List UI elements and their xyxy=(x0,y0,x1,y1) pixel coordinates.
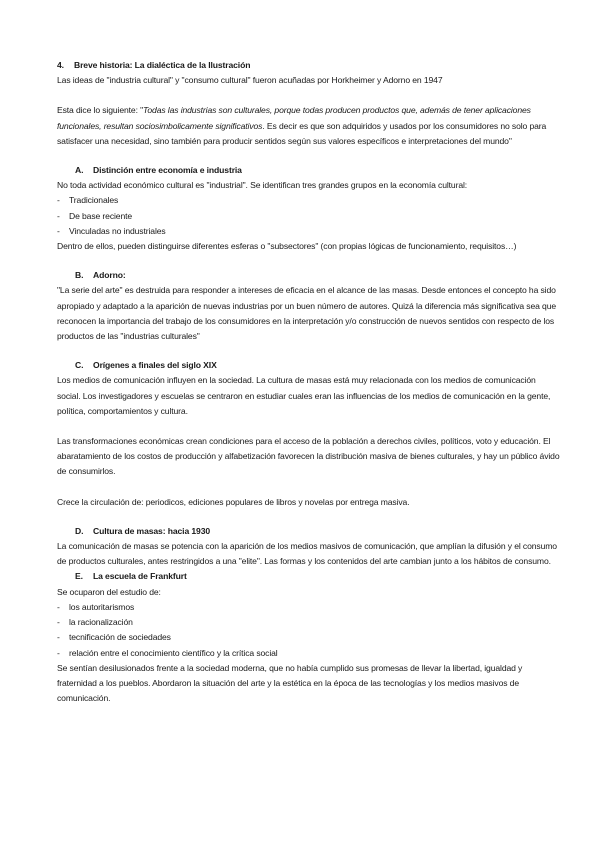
heading-e-letter: E. xyxy=(75,571,83,582)
heading-b-text: Adorno: xyxy=(93,270,126,281)
section-c-p2: Las transformaciones económicas crean condiciones para el acceso de la población a derechos civiles, políticos, voto y educación. El abaratamiento de los costos de producción y alfabetización favorecen la distribución masiva de bienes culturales, y hay un público ávido de consumirlos. xyxy=(57,436,560,477)
quote-paragraph xyxy=(57,103,561,149)
section-title-text: Breve historia: La dialéctica de la Ilustración xyxy=(74,60,251,70)
heading-e xyxy=(57,569,561,584)
quote-italic: Todas las industrias son culturales, porque todas producen productos que, además de tener aplicaciones funcionales, resultan sociosimbolicamente significativos xyxy=(57,105,531,131)
section-d-text: La comunicación de masas se potencia con la aparición de los medios masivos de comunicación, que amplían la difusión y el consumo de productos culturales, antes restringidos a una "elite". Las formas y los contenidos del arte cambian junto a los hábitos de consumo. xyxy=(57,541,557,567)
heading-a-text: Distinción entre economía e industria xyxy=(93,165,242,176)
heading-d xyxy=(57,524,561,539)
section-c-p1: Los medios de comunicación influyen en la sociedad. La cultura de masas está muy relacionada con los medios de comunicación social. Los investigadores y escuelas se centraron en estudiar cuales eran las influencias de los medios de comunicación en la gente, política, comportamientos y cultura. xyxy=(57,375,551,416)
heading-c-text: Orígenes a finales del siglo XIX xyxy=(93,360,217,371)
list-item: - tecnificación de sociedades xyxy=(57,630,561,645)
section-number: 4. xyxy=(57,60,64,70)
section-a-after: Dentro de ellos, pueden distinguirse diferentes esferas o "subsectores" (con propias lógicas de funcionamiento, requisitos…) xyxy=(57,241,517,252)
heading-a-letter: A. xyxy=(75,165,84,176)
section-c-p3: Crece la circulación de: periodicos, ediciones populares de libros y novelas por entrega masiva. xyxy=(57,496,410,507)
heading-b xyxy=(57,268,561,283)
quote-lead: Esta dice lo siguiente: " xyxy=(57,105,144,116)
heading-a xyxy=(57,163,561,178)
quote-tail: . Es decir es que son adquiridos y usados por los consumidores no solo para satisfacer una necesidad, sino también para producir sentidos según sus valores específicos e interpretaciones del mundo" xyxy=(57,120,547,146)
list-item: - los autoritarismos xyxy=(57,600,561,615)
heading-c xyxy=(57,358,561,373)
list-item: - Vinculadas no industriales xyxy=(57,224,561,239)
heading-c-letter: C. xyxy=(75,360,84,371)
list-item: - relación entre el conocimiento científico y la crítica social xyxy=(57,646,561,661)
heading-d-text: Cultura de masas: hacia 1930 xyxy=(93,525,211,536)
section-e-text: Se ocuparon del estudio de: xyxy=(57,586,161,597)
list-item: - Tradicionales xyxy=(57,193,561,208)
intro-paragraph: Las ideas de "industria cultural" y "consumo cultural" fueron acuñadas por Horkheimer y Adorno en 1947 xyxy=(57,75,443,86)
section-b-text: "La serie del arte" es destruida para responder a intereses de eficacia en el alcance de las masas. Desde entonces el concepto ha sido apropiado y adaptado a la aparición de nuevas industrias por un buen número de autores. Quizá la diferencia más significativa sea que reconocen la importancia del trabajo de los consumidores en la interpretación y/o construcción de nuevos sentidos con respecto de los productos de las "industrias culturales" xyxy=(57,285,557,342)
section-e-after: Se sentían desilusionados frente a la sociedad moderna, que no había cumplido sus promesas de llevar la libertad, igualdad y fraternidad a los pueblos. Abordaron la situación del arte y la estética en la época de las tecnologías y los medios masivos de comunicación. xyxy=(57,662,523,704)
heading-e-text: La escuela de Frankfurt xyxy=(93,571,187,582)
heading-d-letter: D. xyxy=(75,525,84,536)
section-a-text: No toda actividad económico cultural es "industrial". Se identifican tres grandes grupos en la economía cultural: xyxy=(57,180,468,191)
heading-b-letter: B. xyxy=(75,270,84,281)
section-title xyxy=(57,58,561,73)
list-item: - la racionalización xyxy=(57,615,561,630)
list-item: - De base reciente xyxy=(57,209,561,224)
